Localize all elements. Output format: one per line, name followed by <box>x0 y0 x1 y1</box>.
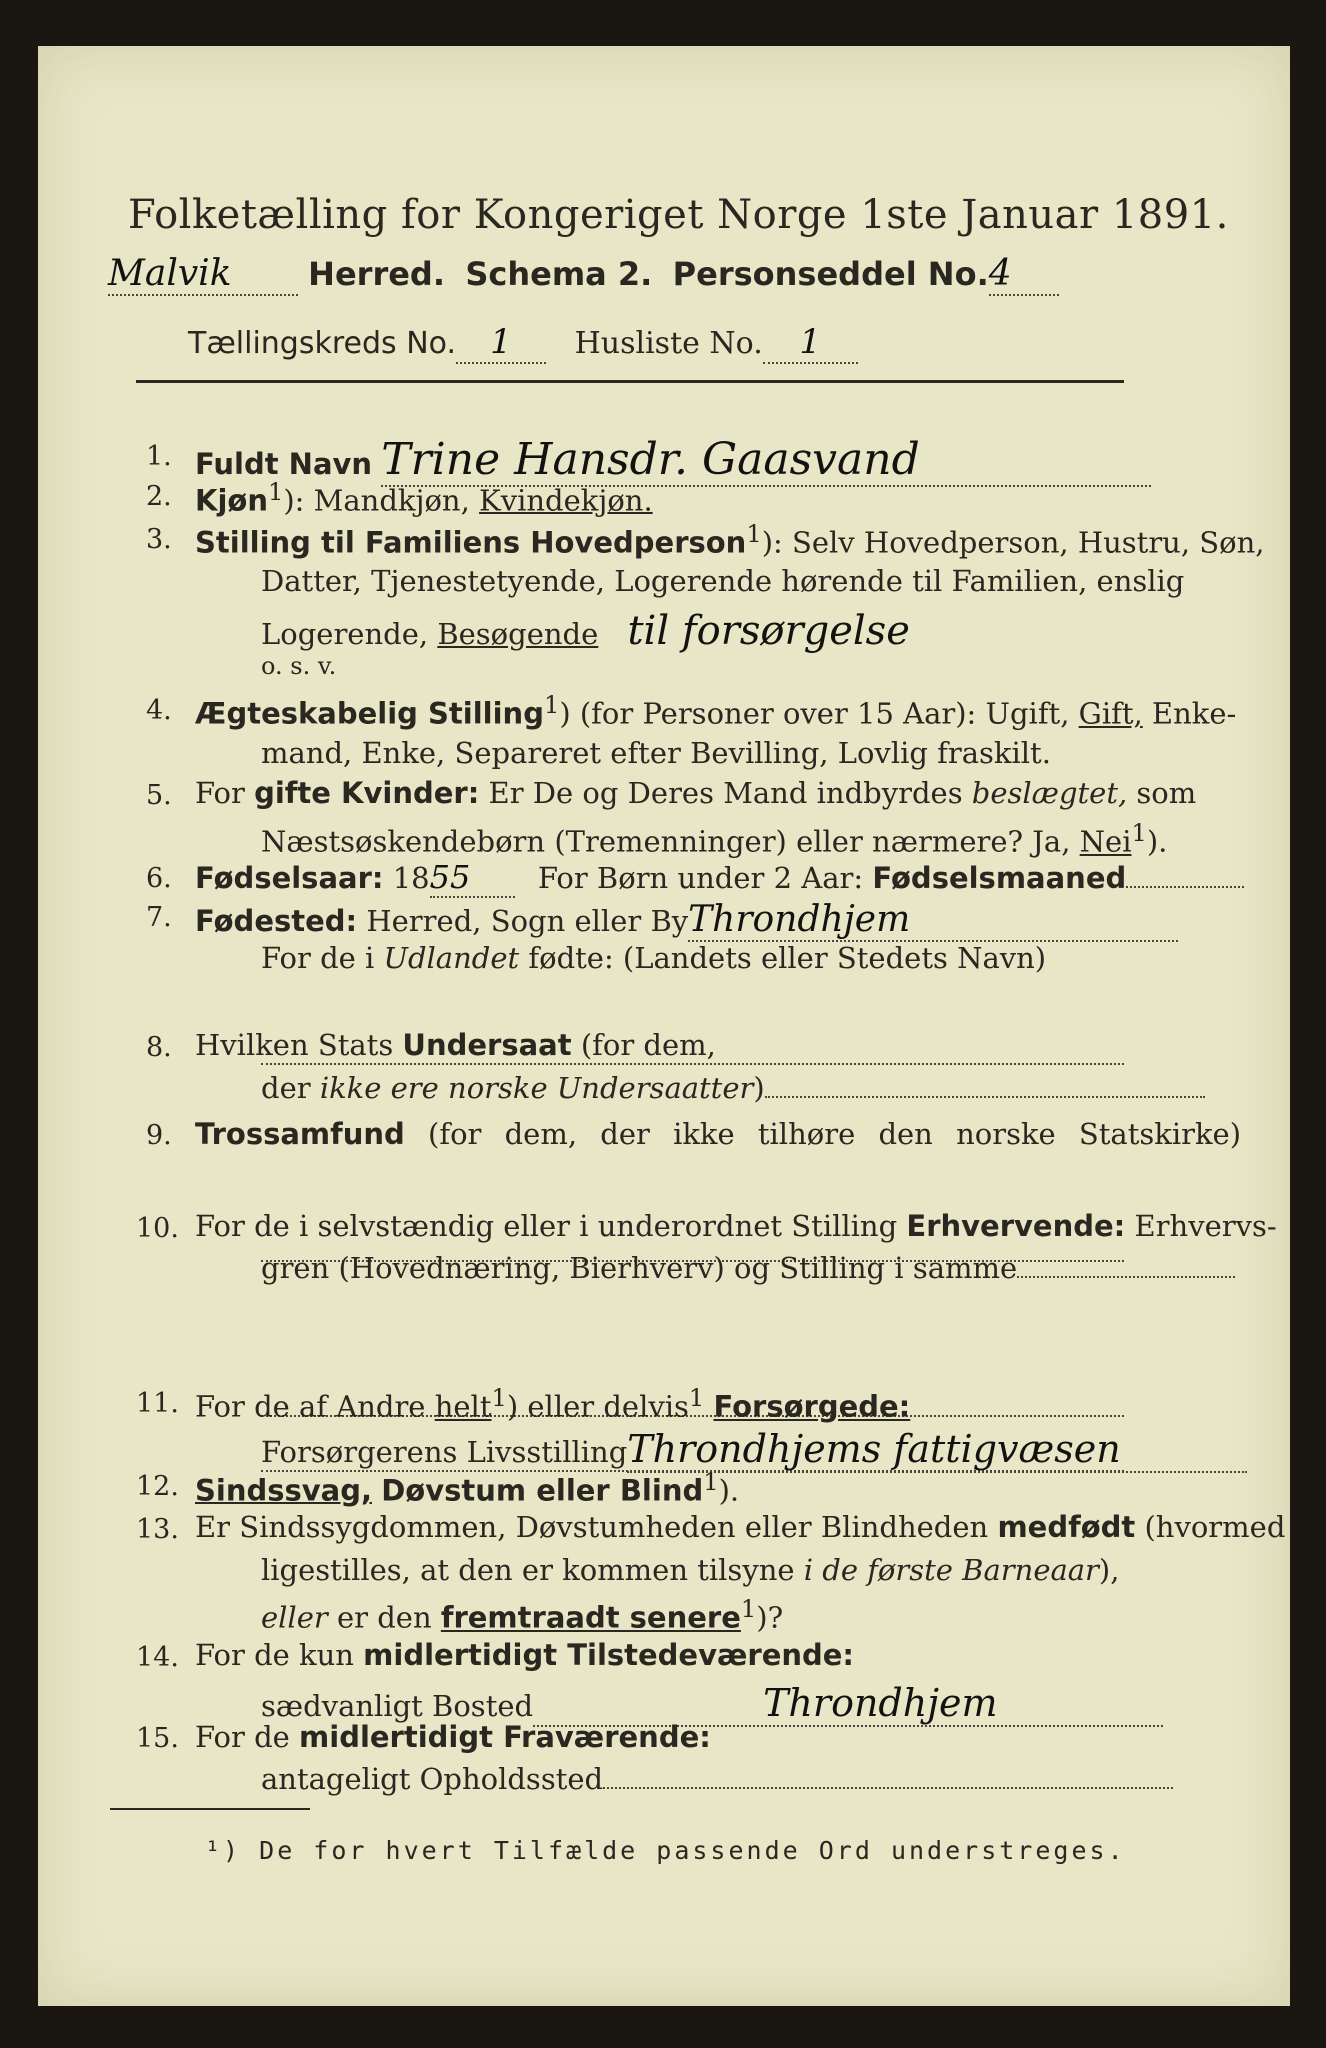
q5-pre: For <box>195 776 245 811</box>
q7-line-2 <box>261 941 1046 975</box>
q11-value: Throndhjems fattigvæsen <box>627 1427 1247 1473</box>
q1-label: Fuldt Navn <box>195 447 373 482</box>
q7-text-2b: fødte: (Landets eller Stedets Navn) <box>528 941 1047 976</box>
q5-label: gifte Kvinder: <box>254 776 480 811</box>
q13-text-3b: )? <box>756 1601 784 1636</box>
q10-line-2 <box>261 1251 1235 1285</box>
personseddel-value: 4 <box>989 253 1059 296</box>
q10-text-1: For de i selvstændig eller i underordnet Stilling <box>195 1208 898 1243</box>
q13-label: medfødt <box>997 1510 1136 1545</box>
q1-value: Trine Hansdr. Gaasvand <box>381 434 1151 487</box>
q13-text-2b: ), <box>1098 1552 1120 1587</box>
q7-italic: Udlandet <box>383 941 520 976</box>
husliste-value: 1 <box>763 322 858 364</box>
q8-text-1: Hvilken Stats <box>195 1028 394 1063</box>
q3-line-2: Datter, Tjenestetyende, Logerende hørende til Familien, enslig <box>261 564 1185 599</box>
q7-label: Fødested: <box>195 903 358 938</box>
q8-blank <box>765 1096 1205 1098</box>
q14-pre: For de kun <box>195 1638 354 1672</box>
q7-value: Throndhjem <box>688 899 1178 942</box>
q8-italic: ikke ere norske Undersaatter <box>319 1070 754 1105</box>
q10-line-1 <box>195 1209 1277 1243</box>
q13-underlined: fremtraadt senere <box>440 1601 741 1636</box>
q3-text-3: Logerende, <box>261 616 429 651</box>
kreds-value: 1 <box>456 322 546 364</box>
q11-label: Forsørgede: <box>713 1390 911 1425</box>
q6-label: Fødselsaar: <box>195 860 384 895</box>
q10-label: Erhvervende: <box>906 1208 1126 1243</box>
q14-line-1 <box>195 1638 854 1672</box>
herred-label: Herred. <box>308 254 445 293</box>
q11-text-2: Forsørgerens Livsstilling <box>261 1435 628 1470</box>
q4-label: Ægteskabelig Stilling <box>195 696 544 731</box>
q10-text-1b: Erhvervs- <box>1134 1208 1277 1243</box>
footnote-rule <box>110 1808 310 1810</box>
q12-number: 12. <box>136 1471 179 1503</box>
q12-underlined: Sindssvag, <box>195 1473 373 1508</box>
q6-prefix: 18 <box>392 860 430 895</box>
q9-text: (for dem, der ikke tilhøre den norske Statskirke) <box>428 1116 1242 1151</box>
q14-text-2: sædvanligt Bosted <box>261 1688 534 1723</box>
q11-text-1: For de af Andre <box>195 1390 426 1425</box>
q11-line-1: For de af Andre helt$^1$) eller delvis$^1$ Forsørgede: <box>195 1384 911 1425</box>
q4-underlined: Gift, <box>1078 696 1143 731</box>
schema-label: Schema 2. <box>465 254 653 293</box>
q2-label: Kjøn <box>195 483 268 518</box>
q12-line: Sindssvag, Døvstum eller Blind$^1$). <box>195 1467 740 1508</box>
q8-label: Undersaat <box>402 1028 572 1063</box>
census-form <box>38 46 1290 2006</box>
herred-value: Malvik <box>108 253 298 296</box>
q8-number: 8. <box>146 1031 172 1063</box>
q9-number: 9. <box>146 1120 172 1152</box>
footnote: ¹) De for hvert Tilfælde passende Ord understreges. <box>205 1836 1126 1865</box>
header-line-2 <box>188 322 858 364</box>
q8-text-2b: ) <box>753 1070 765 1105</box>
q5-text-1: Er De og Deres Mand indbyrdes <box>488 776 963 811</box>
q10-blank-1 <box>1017 1276 1235 1278</box>
personseddel-label: Personseddel No. <box>672 254 989 293</box>
q6-number: 6. <box>146 863 172 895</box>
q7-blank <box>261 1063 1124 1065</box>
q4-text-1: ) (for Personer over 15 Aar): Ugift, <box>559 696 1070 731</box>
q13-number: 13. <box>136 1513 179 1545</box>
q15-text-2: antageligt Opholdssted <box>261 1762 604 1797</box>
q3-number: 3. <box>146 523 172 555</box>
q6-label-2: Fødselsmaaned <box>872 860 1127 895</box>
q13-line-1 <box>195 1510 1285 1544</box>
q15-blank <box>603 1787 1173 1789</box>
q9-line-1 <box>195 1117 1241 1151</box>
q2-underlined: Kvindekjøn. <box>479 483 653 518</box>
husliste-label: Husliste No. <box>574 325 763 361</box>
q14-label: midlertidigt Tilstedeværende: <box>363 1638 855 1672</box>
q3-underlined: Besøgende <box>437 616 599 651</box>
q2-number: 2. <box>146 481 172 513</box>
q5-text-1b: som <box>1136 776 1197 811</box>
q5-line-2: Næstsøskendebørn (Tremenninger) eller nærmere? Ja, Nei$^1$). <box>261 818 1168 859</box>
q4-number: 4. <box>146 694 172 726</box>
q4-line-2: mand, Enke, Separeret efter Bevilling, Lovlig fraskilt. <box>261 735 1051 770</box>
q5-underlined: Nei <box>1079 824 1132 859</box>
q10-number: 10. <box>136 1213 179 1245</box>
q2-text: ): Mandkjøn, <box>283 483 470 518</box>
q5-line-1 <box>195 776 1196 810</box>
q7-text-2: For de i <box>261 941 375 976</box>
q7-line-1 <box>195 899 1178 942</box>
q8-line-1 <box>195 1028 716 1062</box>
q15-pre: For de <box>195 1719 290 1754</box>
q3-line-1: Stilling til Familiens Hovedperson$^1$): Selv Hovedperson, Hustru, Søn, <box>195 520 1265 560</box>
q5-number: 5. <box>146 779 172 811</box>
q4-line-1: Ægteskabelig Stilling$^1$) (for Personer over 15 Aar): Ugift, Gift, Enke- <box>195 691 1237 731</box>
q14-value: Throndhjem <box>533 1681 1163 1727</box>
q13-line-2 <box>261 1553 1119 1587</box>
q14-number: 14. <box>136 1641 179 1673</box>
q8-line-2 <box>261 1071 1205 1105</box>
q15-label: midlertidigt Fraværende: <box>299 1719 711 1754</box>
q8-text-1b: (for dem, <box>580 1028 716 1063</box>
q11-text-1b: ) eller delvis <box>506 1390 689 1425</box>
q4-text-1b: Enke- <box>1151 696 1237 731</box>
q5-text-2b: ). <box>1146 824 1168 859</box>
q15-line-2 <box>261 1762 1173 1796</box>
q13-text-1b: (hvormed <box>1144 1510 1286 1545</box>
q6-line <box>195 858 1244 898</box>
q13-line-3: eller er den fremtraadt senere$^1$)? <box>261 1595 784 1636</box>
q2-line: Kjøn$^1$): Mandkjøn, Kvindekjøn. <box>195 477 653 518</box>
q11-number: 11. <box>136 1388 179 1420</box>
q5-italic: beslægtet, <box>971 776 1128 811</box>
q13-text-1: Er Sindssygdommen, Døvstumheden eller Blindheden <box>195 1510 989 1545</box>
q13-italic: i de første Barneaar <box>803 1552 1099 1587</box>
q8-text-2: der <box>261 1070 311 1105</box>
q7-text: Herred, Sogn eller By <box>366 903 689 938</box>
q6-blank <box>1126 886 1244 888</box>
q7-number: 7. <box>146 902 172 934</box>
q10-text-2: gren (Hovednæring, Bierhverv) og Stilling i samme <box>261 1251 1018 1286</box>
q9-label: Trossamfund <box>195 1116 405 1151</box>
header-line-1 <box>108 253 1059 296</box>
q1-number: 1. <box>146 441 172 473</box>
kreds-label: Tællingskreds No. <box>188 325 456 361</box>
q13-italic-3: eller <box>261 1601 328 1636</box>
q13-text-2: ligestilles, at den er kommen tilsyne <box>261 1552 795 1587</box>
q13-text-3: er den <box>336 1601 432 1636</box>
q12-tail: ). <box>718 1473 740 1508</box>
q11-underlined: helt <box>434 1390 492 1425</box>
q3-value: til forsørgelse <box>627 607 910 654</box>
header-divider <box>136 380 1124 383</box>
q3-label: Stilling til Familiens Hovedperson <box>195 525 747 560</box>
q6-value: 55 <box>430 858 515 898</box>
form-title: Folketælling for Kongeriget Norge 1ste Januar 1891. <box>128 191 1229 238</box>
q5-text-2: Næstsøskendebørn (Tremenninger) eller nærmere? Ja, <box>261 824 1071 859</box>
q12-label: Døvstum eller Blind <box>381 1473 704 1508</box>
q15-number: 15. <box>136 1723 179 1755</box>
q15-line-1 <box>195 1720 711 1754</box>
q11-line-2 <box>261 1427 1247 1473</box>
q3-text-1: ): Selv Hovedperson, Hustru, Søn, <box>761 525 1265 560</box>
q3-line-3 <box>261 608 910 654</box>
q3-line-4: o. s. v. <box>261 652 337 681</box>
q6-mid: For Børn under 2 Aar: <box>537 860 864 895</box>
